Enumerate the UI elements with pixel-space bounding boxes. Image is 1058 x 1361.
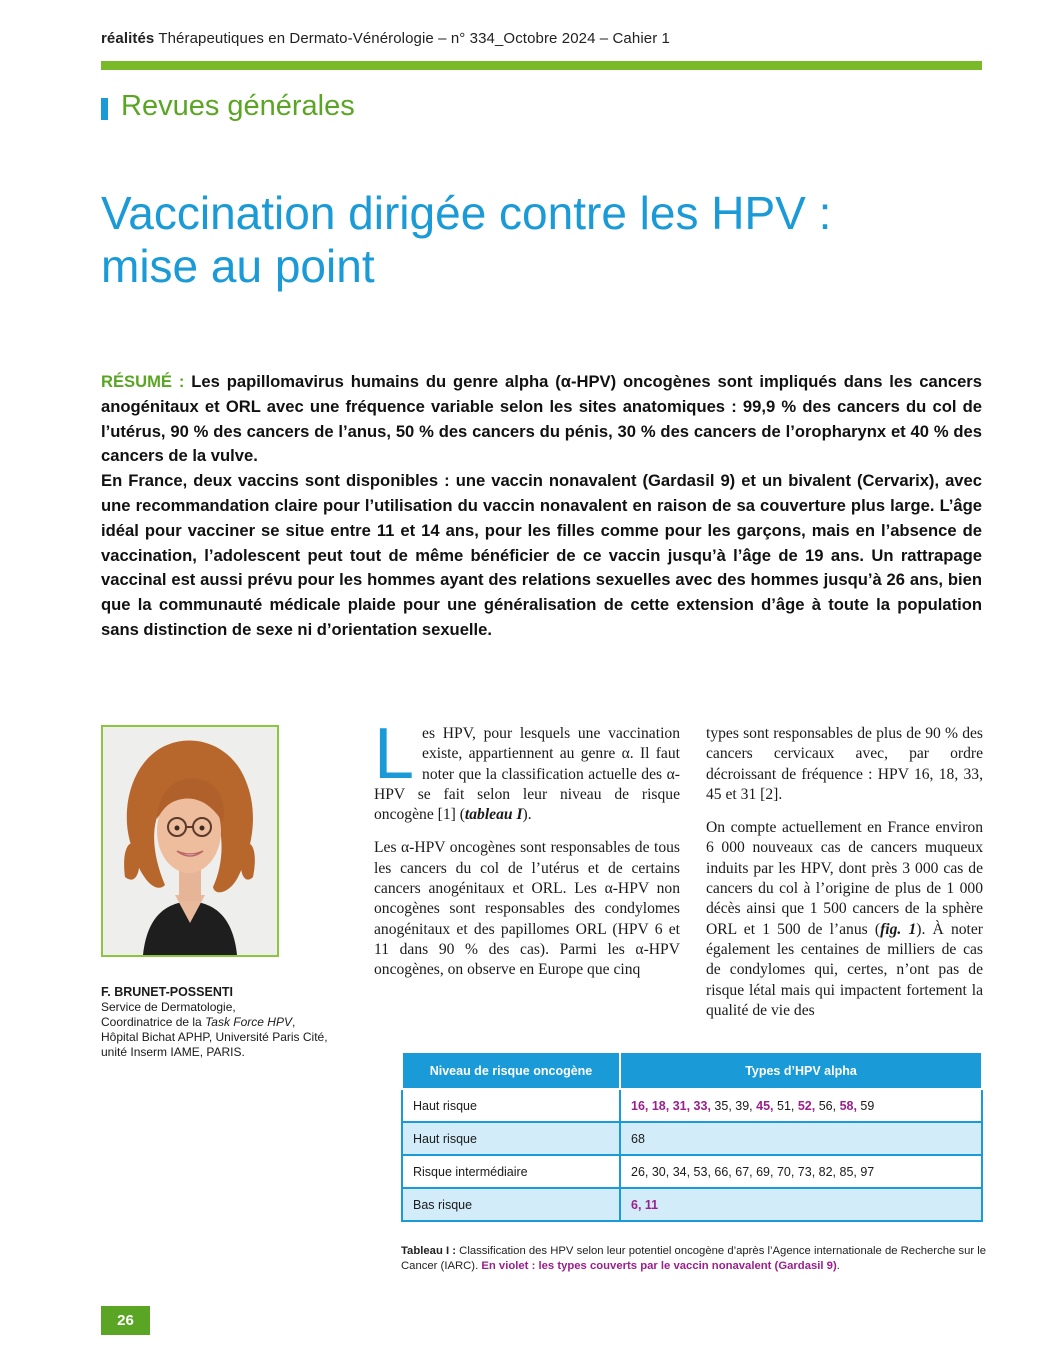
risk-level-cell: Haut risque — [402, 1089, 620, 1122]
hpv-risk-table — [401, 1051, 983, 1222]
body-paragraph-3: types sont responsables de plus de 90 % des cancers cervicaux avec, par ordre décroissant de fréquence : HPV 16, 18, 33, 45 et 31 [2]. — [706, 725, 983, 803]
section-title: Revues générales — [121, 90, 355, 122]
table-header-row — [402, 1052, 982, 1089]
hpv-types-cell — [620, 1188, 982, 1221]
affiliation-line-1: Service de Dermatologie, — [101, 1000, 236, 1014]
author-portrait-image — [103, 727, 277, 955]
body-text-1a: es HPV, pour lesquels une vaccination existe, appartiennent au genre α. Il faut noter que la classification actuelle des α-HPV se fait selon leur niveau de risque oncogène [1] ( — [374, 725, 680, 824]
affiliation-comma: , — [291, 1015, 296, 1029]
caption-emphasis: En violet : les types couverts par le vaccin nonavalent (Gardasil 9) — [481, 1260, 837, 1272]
author-affiliation — [101, 1000, 341, 1060]
title-line-1: Vaccination dirigée contre les HPV : — [101, 187, 832, 239]
risk-level-cell: Haut risque — [402, 1122, 620, 1155]
affiliation-line-2 — [101, 1015, 341, 1030]
abstract — [101, 370, 982, 643]
body-column-1 — [374, 714, 680, 994]
table-row — [402, 1089, 982, 1122]
abstract-paragraph-1 — [101, 370, 982, 469]
table-row — [402, 1155, 982, 1188]
violet-types: 16, 18, 31, 33, — [631, 1098, 711, 1113]
caption-label: Tableau I : — [401, 1245, 457, 1257]
types-text: 35, 39, — [710, 1098, 757, 1113]
caption-text: Classification des HPV selon leur potentiel oncogène d’après l’Agence internationale de Recherche sur le Cancer (IARC). — [401, 1245, 987, 1272]
body-paragraph-1 — [374, 714, 680, 825]
header-rule — [101, 61, 982, 70]
drop-cap: L — [374, 714, 415, 794]
abstract-paragraph-2: En France, deux vaccins sont disponibles : une vaccin nonavalent (Gardasil 9) et un bivalent (Cervarix), avec une recommandation claire pour l’utilisation du vaccin nonavalent en raison de sa couverture plus large. L’âge idéal pour vacciner se situe entre 11 et 14 ans, pour les filles comme pour les garçons, mais en l’absence de vaccination, l’adolescent peut tout de même bénéficier de ce vaccin jusqu’à l’âge de 19 ans. Un rattrapage vaccinal est aussi prévu pour les hommes ayant des relations sexuelles avec des hommes jusqu’à 26 ans, bien que la communauté médicale plaide pour une généralisation de cette extension d’âge à toute la population sans distinction de sexe ni d’orientation sexuelle. — [101, 471, 982, 639]
author-name: F. BRUNET-POSSENTI — [101, 985, 233, 999]
running-head — [101, 30, 670, 47]
body-paragraph-4 — [706, 818, 983, 1021]
figure-reference: fig. 1 — [880, 920, 917, 938]
violet-types: 52, — [797, 1098, 816, 1113]
author-photo — [101, 725, 279, 957]
affiliation-line-3: Hôpital Bichat APHP, Université Paris Cité, — [101, 1030, 328, 1044]
hpv-types-cell: 26, 30, 34, 53, 66, 67, 69, 70, 73, 82, 85, 97 — [620, 1155, 982, 1188]
body-paragraph-2: Les α-HPV oncogènes sont responsables de tous les cancers du col de l’utérus et de certains cancers anogénitaux et ORL. Les α-HPV non oncogènes sont responsables des condylomes anogénitaux et des papillomes ORL (HPV 6 et 11 dans 90 % des cas). Parmi les α-HPV oncogènes, on observe en Europe que cinq — [374, 839, 680, 979]
risk-level-cell: Risque intermédiaire — [402, 1155, 620, 1188]
body-column-2 — [706, 724, 983, 1034]
page-number: 26 — [101, 1306, 150, 1335]
types-text: 51, — [773, 1098, 798, 1113]
table-row — [402, 1188, 982, 1221]
hpv-types-cell — [620, 1089, 982, 1122]
table-reference: tableau I — [464, 806, 523, 824]
table-row — [402, 1122, 982, 1155]
table-caption — [401, 1244, 991, 1274]
violet-types: 45, — [756, 1098, 774, 1113]
hpv-types-cell: 68 — [620, 1122, 982, 1155]
journal-name: réalités — [101, 30, 155, 47]
abstract-text-1: Les papillomavirus humains du genre alpha (α-HPV) oncogènes sont impliqués dans les cancers anogénitaux et ORL avec une fréquence variable selon les sites anatomiques : 99,9 % des cancers du col de l’utérus, 90 % des cancers de l’anus, 50 % des cancers du pénis, 30 % des cancers de l’oropharynx et 40 % des cancers de la vulve. — [101, 372, 982, 466]
title-line-2: mise au point — [101, 240, 375, 292]
types-text: 59 — [856, 1098, 875, 1113]
affiliation-line-4: unité Inserm IAME, PARIS. — [101, 1045, 245, 1059]
body-text-4a: On compte actuellement en France environ 6 000 nouveaux cas de cancers muqueux induits par les HPV, dont près 3 000 cas de cancers du col à l’origine de plus de 1 000 décès ainsi que 1 500 cancers de la sphère ORL et 1 500 de l’anus ( — [706, 819, 983, 938]
section-marker — [101, 98, 108, 120]
violet-types: 6, 11 — [631, 1197, 659, 1212]
violet-types: 58, — [839, 1098, 857, 1113]
header-risk-level: Niveau de risque oncogène — [402, 1052, 620, 1089]
body-text-1b: ). — [522, 806, 532, 824]
issue-info: Thérapeutiques en Dermato-Vénérologie – n° 334_Octobre 2024 – Cahier 1 — [158, 30, 670, 47]
abstract-label: RÉSUMÉ : — [101, 372, 185, 391]
affiliation-task-force: Task Force HPV — [205, 1015, 292, 1029]
types-text: 56, — [815, 1098, 840, 1113]
header-hpv-types: Types d’HPV alpha — [620, 1052, 982, 1089]
article-title — [101, 187, 981, 293]
risk-level-cell: Bas risque — [402, 1188, 620, 1221]
caption-end: . — [836, 1260, 840, 1272]
body-text-4b: ). À noter également les centaines de milliers de cas de condylomes qui, certes, n’ont pas de risque létal mais qui impactent fortement la qualité de vie des — [706, 920, 983, 1019]
affiliation-role: Coordinatrice de la — [101, 1015, 206, 1029]
